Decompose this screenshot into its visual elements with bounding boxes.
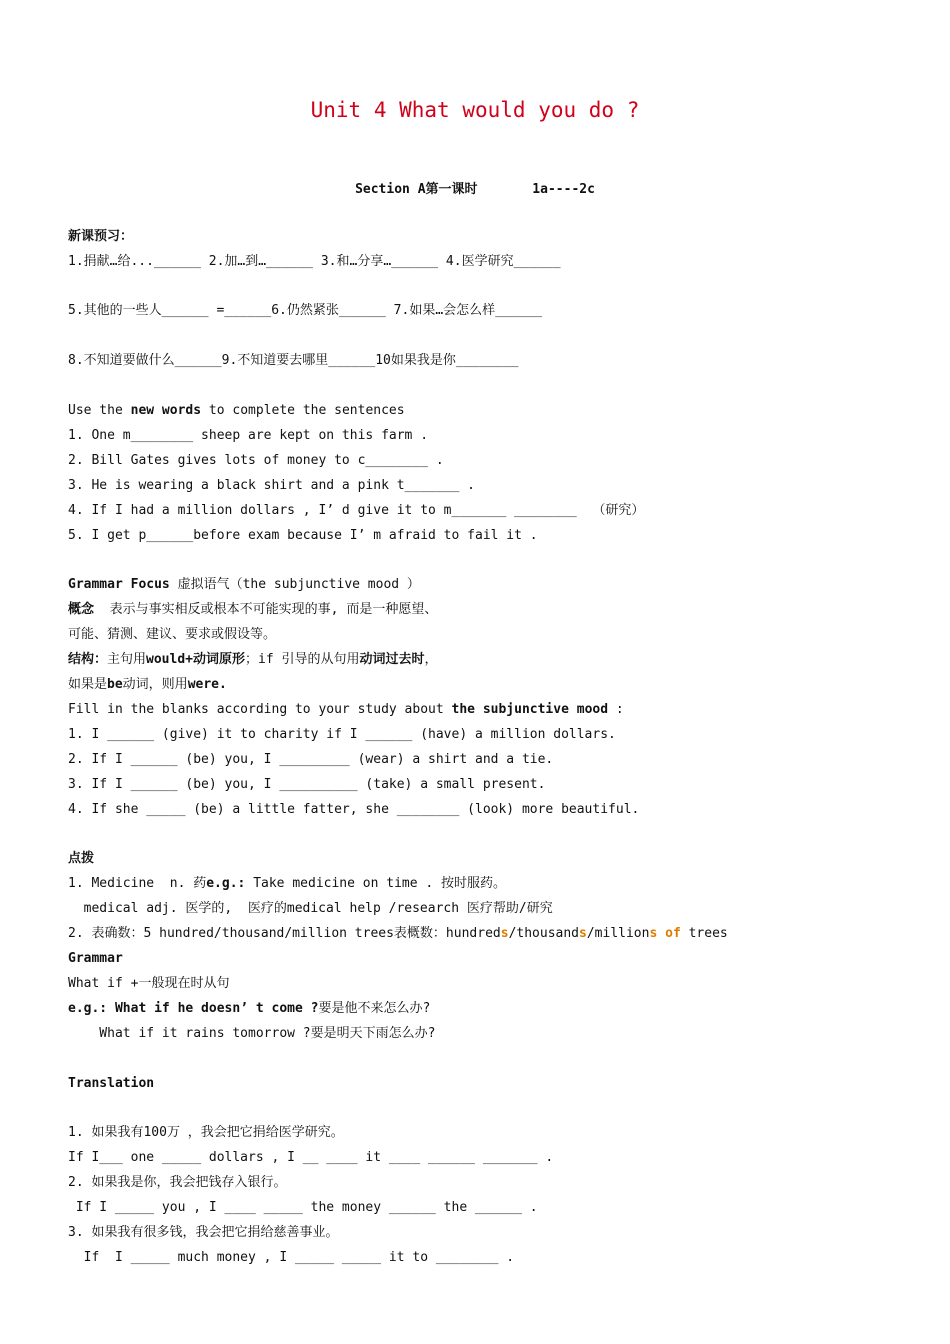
preview-row-3: 8.不知道要做什么______9.不知道要去哪里______10如果我是你________	[68, 353, 519, 368]
preview-row-1: 1.捐献…给...______ 2.加…到…______ 3.和…分享…______ 4.医学研究______	[68, 254, 561, 269]
translation-item: 1. 如果我有100万 ，我会把它捐给医学研究。	[68, 1125, 344, 1140]
grammar-item: 2. If I ______ (be) you, I _________ (wear) a shirt and a tie.	[68, 752, 554, 767]
preview-heading: 新课预习：	[68, 229, 134, 244]
translation-item: If I _____ much money , I _____ _____ it to ________ .	[68, 1250, 515, 1265]
tips-example-2: What if it rains tomorrow ?要是明天下雨怎么办?	[68, 1026, 436, 1041]
grammar-be-rule: 如果是be动词，则用were.	[68, 677, 227, 692]
new-words-item: 4. If I had a million dollars , I’ d give it to m_______ ________ （研究）	[68, 503, 645, 518]
tips-medicine: 1. Medicine n. 药e.g.: Take medicine on time . 按时服药。	[68, 876, 507, 891]
grammar-heading: Grammar Focus 虚拟语气（the subjunctive mood ）	[68, 577, 420, 592]
grammar-item: 1. I ______ (give) it to charity if I ______ (have) a million dollars.	[68, 727, 616, 742]
section-subtitle: Section A第一课时 1a----2c	[355, 182, 595, 197]
page-title: Unit 4 What would you do ?	[310, 98, 640, 122]
tips-grammar-heading: Grammar	[68, 951, 123, 966]
grammar-item: 4. If she _____ (be) a little fatter, she ________ (look) more beautiful.	[68, 802, 640, 817]
translation-item: If I _____ you , I ____ _____ the money ______ the ______ .	[68, 1200, 538, 1215]
grammar-fill-intro: Fill in the blanks according to your study about the subjunctive mood :	[68, 702, 624, 717]
grammar-concept: 概念 表示与事实相反或根本不可能实现的事, 而是一种愿望、	[68, 602, 438, 617]
tips-numbers: 2. 表确数：5 hundred/thousand/million trees表概数：hundreds/thousands/millions of trees	[68, 926, 728, 941]
translation-item: 3. 如果我有很多钱，我会把它捐给慈善事业。	[68, 1225, 339, 1240]
new-words-item: 2. Bill Gates gives lots of money to c________ .	[68, 453, 444, 468]
tips-example-1: e.g.: What if he doesn’ t come ?要是他不来怎么办?	[68, 1001, 431, 1016]
grammar-structure: 结构：主句用would+动词原形；if 引导的从句用动词过去时，	[68, 652, 438, 667]
tips-whatif: What if +一般现在时从句	[68, 976, 230, 991]
tips-heading: 点拨	[68, 851, 95, 866]
new-words-item: 3. He is wearing a black shirt and a pink t_______ .	[68, 478, 475, 493]
grammar-item: 3. If I ______ (be) you, I __________ (take) a small present.	[68, 777, 546, 792]
new-words-intro: Use the new words to complete the sentences	[68, 403, 405, 418]
translation-item: If I___ one _____ dollars , I __ ____ it ____ ______ _______ .	[68, 1150, 554, 1165]
translation-item: 2. 如果我是你，我会把钱存入银行。	[68, 1175, 287, 1190]
preview-row-2: 5.其他的一些人______ =______6.仍然紧张______ 7.如果…会怎么样______	[68, 303, 543, 318]
new-words-item: 5. I get p______before exam because I’ m afraid to fail it .	[68, 528, 538, 543]
grammar-concept-cont: 可能、猜测、建议、要求或假设等。	[68, 627, 277, 642]
translation-heading: Translation	[68, 1076, 155, 1091]
new-words-item: 1. One m________ sheep are kept on this farm .	[68, 428, 429, 443]
tips-medical: medical adj. 医学的, 医疗的medical help /research 医疗帮助/研究	[68, 901, 553, 916]
